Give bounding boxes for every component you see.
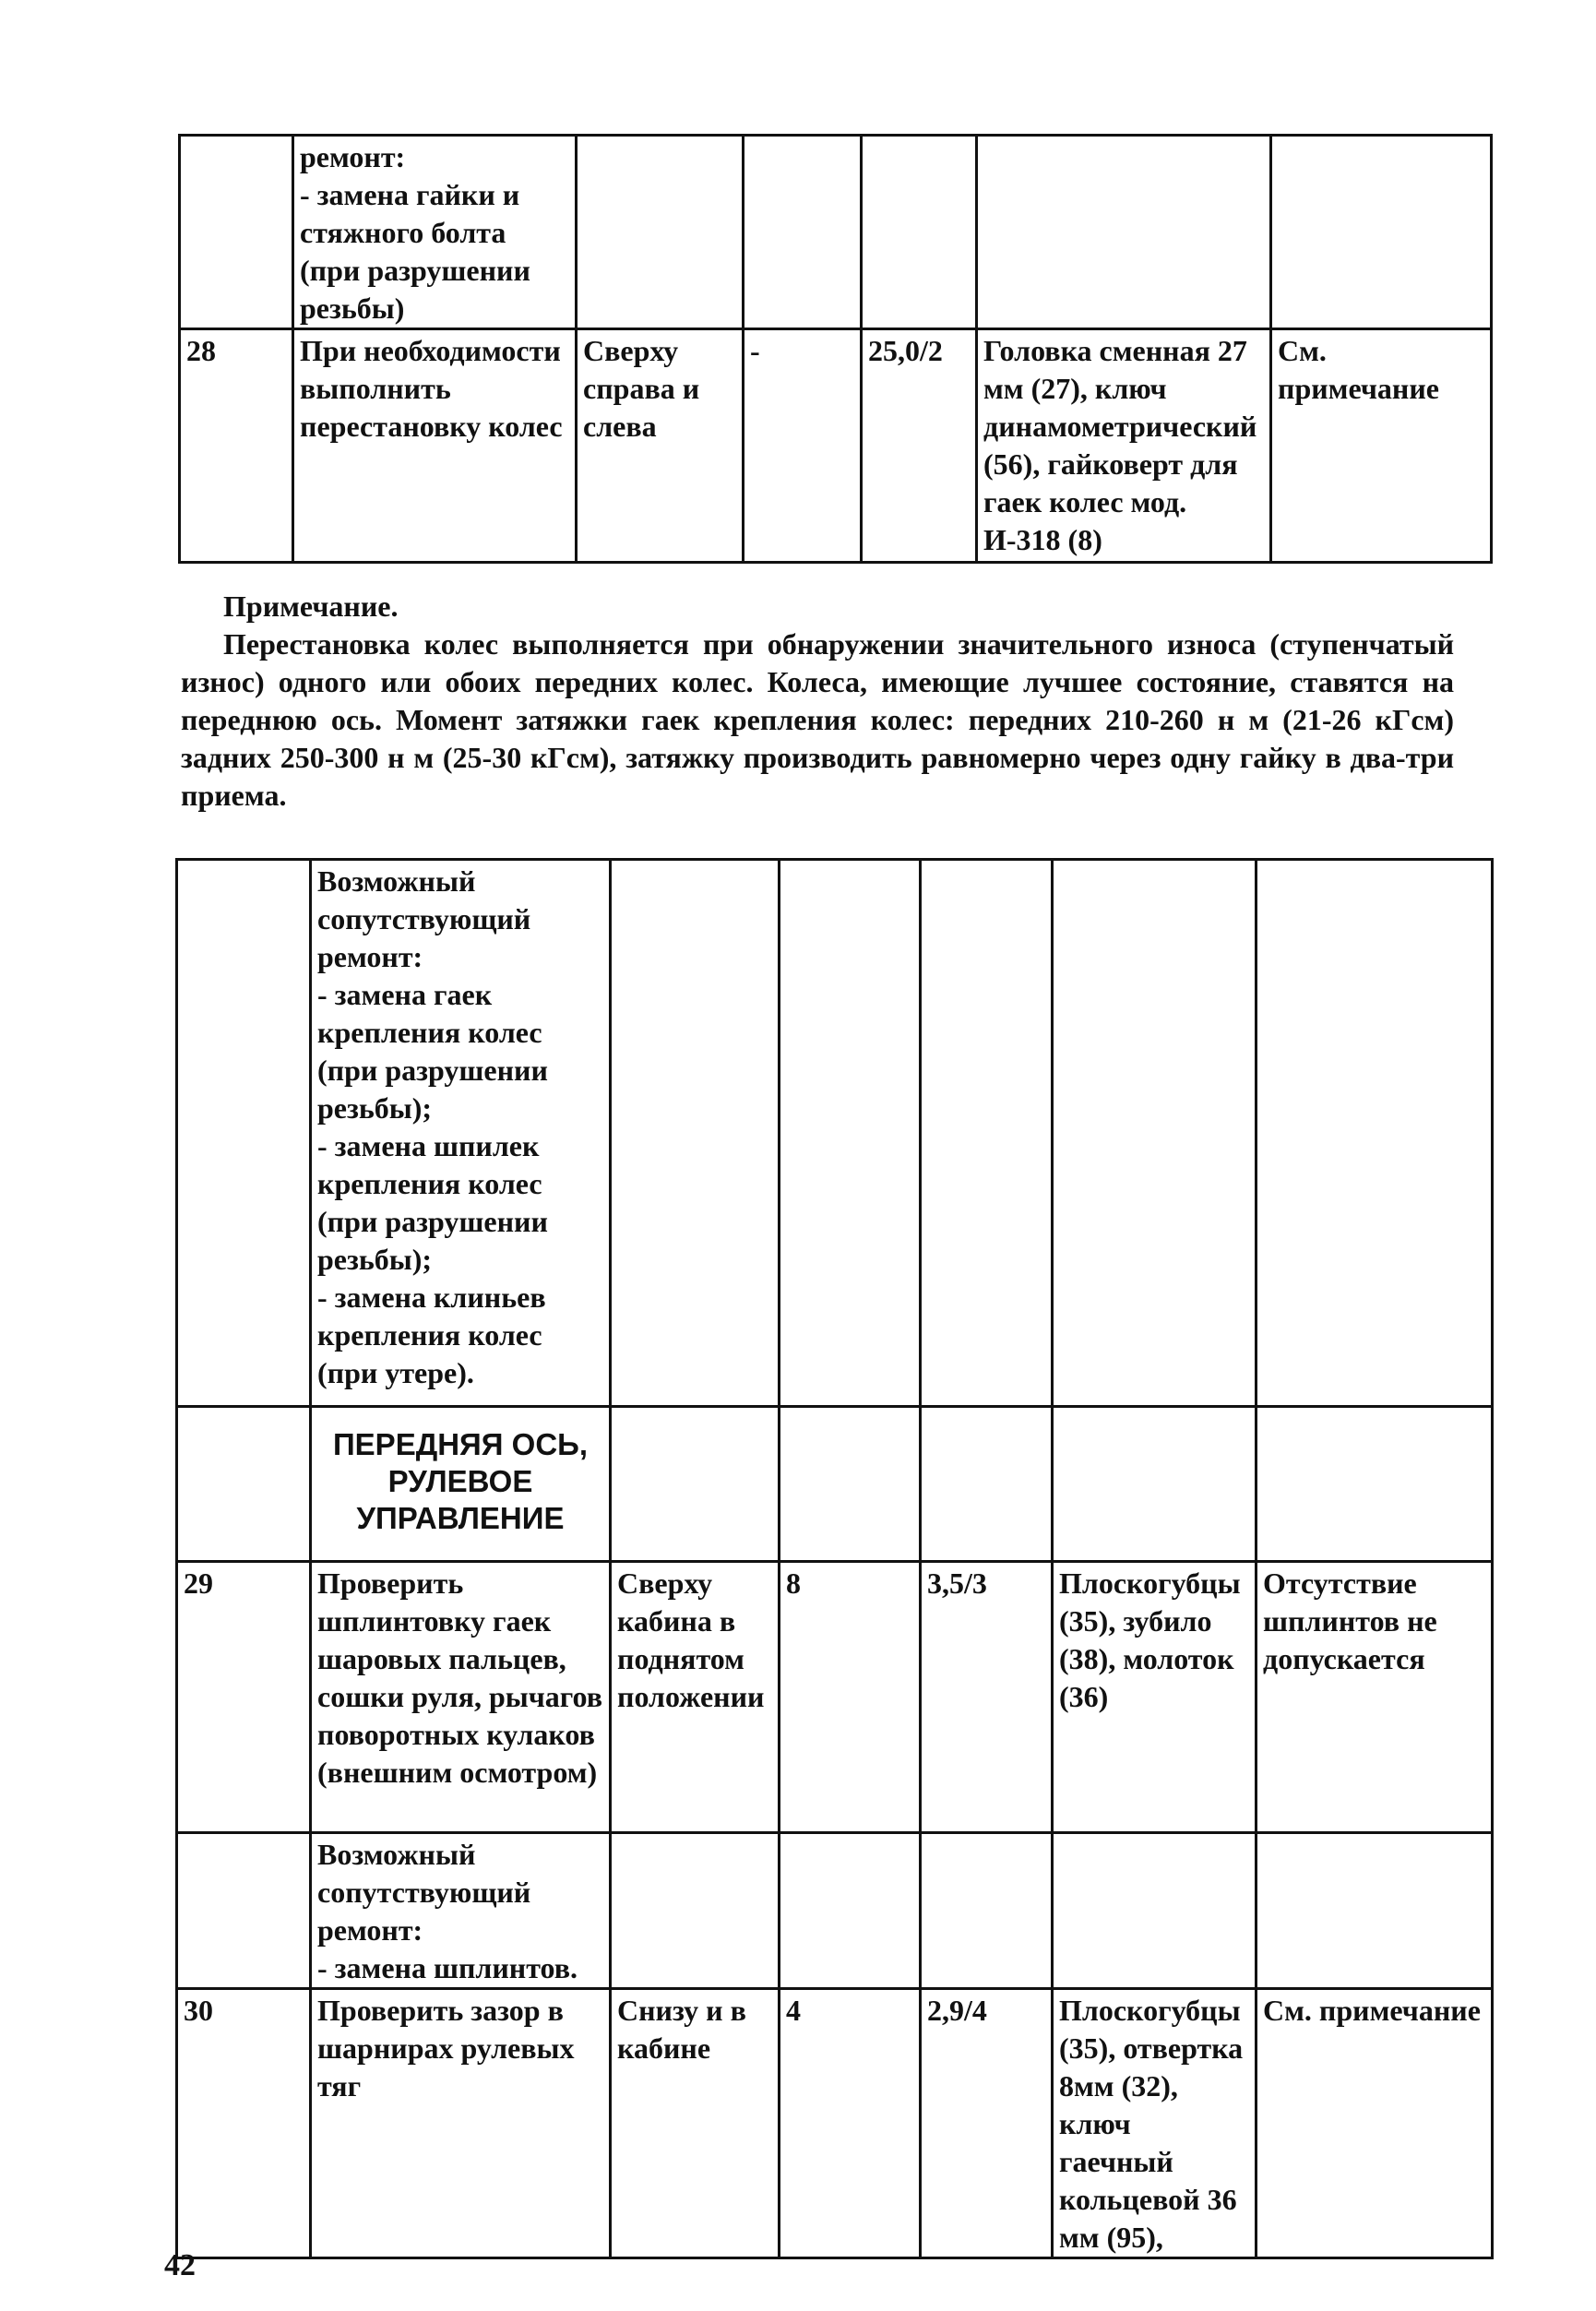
cell-requirements [1257, 1407, 1493, 1562]
table-row [177, 1407, 1493, 1562]
cell-tools [1053, 860, 1257, 1407]
cell-requirements: См. примечание [1257, 1989, 1493, 2258]
cell-requirements [1257, 1833, 1493, 1989]
cell-place: Снизу и в кабине [611, 1989, 780, 2258]
cell-work: ремонт: - замена гайки и стяжного болта (при разрушении резьбы) [293, 136, 577, 329]
cell-place [577, 136, 744, 329]
cell-performers [744, 136, 862, 329]
cell-work: Проверить зазор в шарнирах рулевых тяг [311, 1989, 611, 2258]
operations-table-top [178, 134, 1493, 564]
cell-requirements: См. примечание [1271, 329, 1492, 563]
table-row [177, 1562, 1493, 1833]
cell-requirements [1257, 860, 1493, 1407]
table-row [177, 1833, 1493, 1989]
cell-requirements [1271, 136, 1492, 329]
cell-num [177, 860, 311, 1407]
cell-tools [1053, 1833, 1257, 1989]
cell-tools: Плоскогубцы (35), отвертка 8мм (32), ключ гаечный кольцевой 36 мм (95), [1053, 1989, 1257, 2258]
cell-num [177, 1407, 311, 1562]
cell-place [611, 860, 780, 1407]
cell-place: Сверху справа и слева [577, 329, 744, 563]
note-block [181, 588, 1454, 815]
section-heading: ПЕРЕДНЯЯ ОСЬ, РУЛЕВОЕ УПРАВЛЕНИЕ [311, 1407, 611, 1562]
note-title: Примечание. [223, 590, 399, 623]
cell-num: 28 [180, 329, 293, 563]
cell-performers: - [744, 329, 862, 563]
cell-labor: 2,9/4 [921, 1989, 1053, 2258]
table-row [180, 136, 1492, 329]
cell-labor: 25,0/2 [862, 329, 977, 563]
cell-performers [780, 860, 921, 1407]
cell-tools [1053, 1407, 1257, 1562]
cell-labor: 3,5/3 [921, 1562, 1053, 1833]
cell-work: При необходимости выполнить перестановку колес [293, 329, 577, 563]
operations-table-bottom [175, 858, 1494, 2259]
cell-num: 29 [177, 1562, 311, 1833]
cell-work: Возможный сопутствующий ремонт: - замена шплинтов. [311, 1833, 611, 1989]
cell-performers [780, 1833, 921, 1989]
cell-work: Проверить шплинтовку гаек шаровых пальцев, сошки руля, рычагов поворотных кулаков (внешним осмотром) [311, 1562, 611, 1833]
page-number: 42 [164, 2248, 196, 2282]
cell-requirements: Отсутствие шплинтов не допускается [1257, 1562, 1493, 1833]
cell-tools [977, 136, 1271, 329]
cell-num [180, 136, 293, 329]
table-row [180, 329, 1492, 563]
cell-tools: Плоскогубцы (35), зубило (38), молоток (36) [1053, 1562, 1257, 1833]
cell-tools: Головка сменная 27 мм (27), ключ динамометрический (56), гайковерт для гаек колес мод. И-318 (8) [977, 329, 1271, 563]
table-row [177, 860, 1493, 1407]
note-text: Перестановка колес выполняется при обнаружении значительного износа (ступенчатый износ) одного или обоих передних колес. Колеса, имеющие лучшее состояние, ставятся на переднюю ось. Момент затяжки гаек крепления колес: передних 210-260 н м (21-26 кГсм) задних 250-300 н м (25-30 кГсм), затяжку производить равномерно через одну гайку в два-три приема. [181, 627, 1454, 812]
cell-labor [921, 860, 1053, 1407]
cell-work: Возможный сопутствующий ремонт: - замена гаек крепления колес (при разрушении резьбы); - замена шпилек крепления колес (при разрушении резьбы); - замена клиньев крепления колес (при утере). [311, 860, 611, 1407]
table-row [177, 1989, 1493, 2258]
cell-labor [921, 1407, 1053, 1562]
cell-place [611, 1833, 780, 1989]
cell-performers: 8 [780, 1562, 921, 1833]
cell-place: Сверху кабина в поднятом положении [611, 1562, 780, 1833]
cell-place [611, 1407, 780, 1562]
cell-labor [921, 1833, 1053, 1989]
cell-labor [862, 136, 977, 329]
cell-num [177, 1833, 311, 1989]
cell-num: 30 [177, 1989, 311, 2258]
cell-performers [780, 1407, 921, 1562]
cell-performers: 4 [780, 1989, 921, 2258]
